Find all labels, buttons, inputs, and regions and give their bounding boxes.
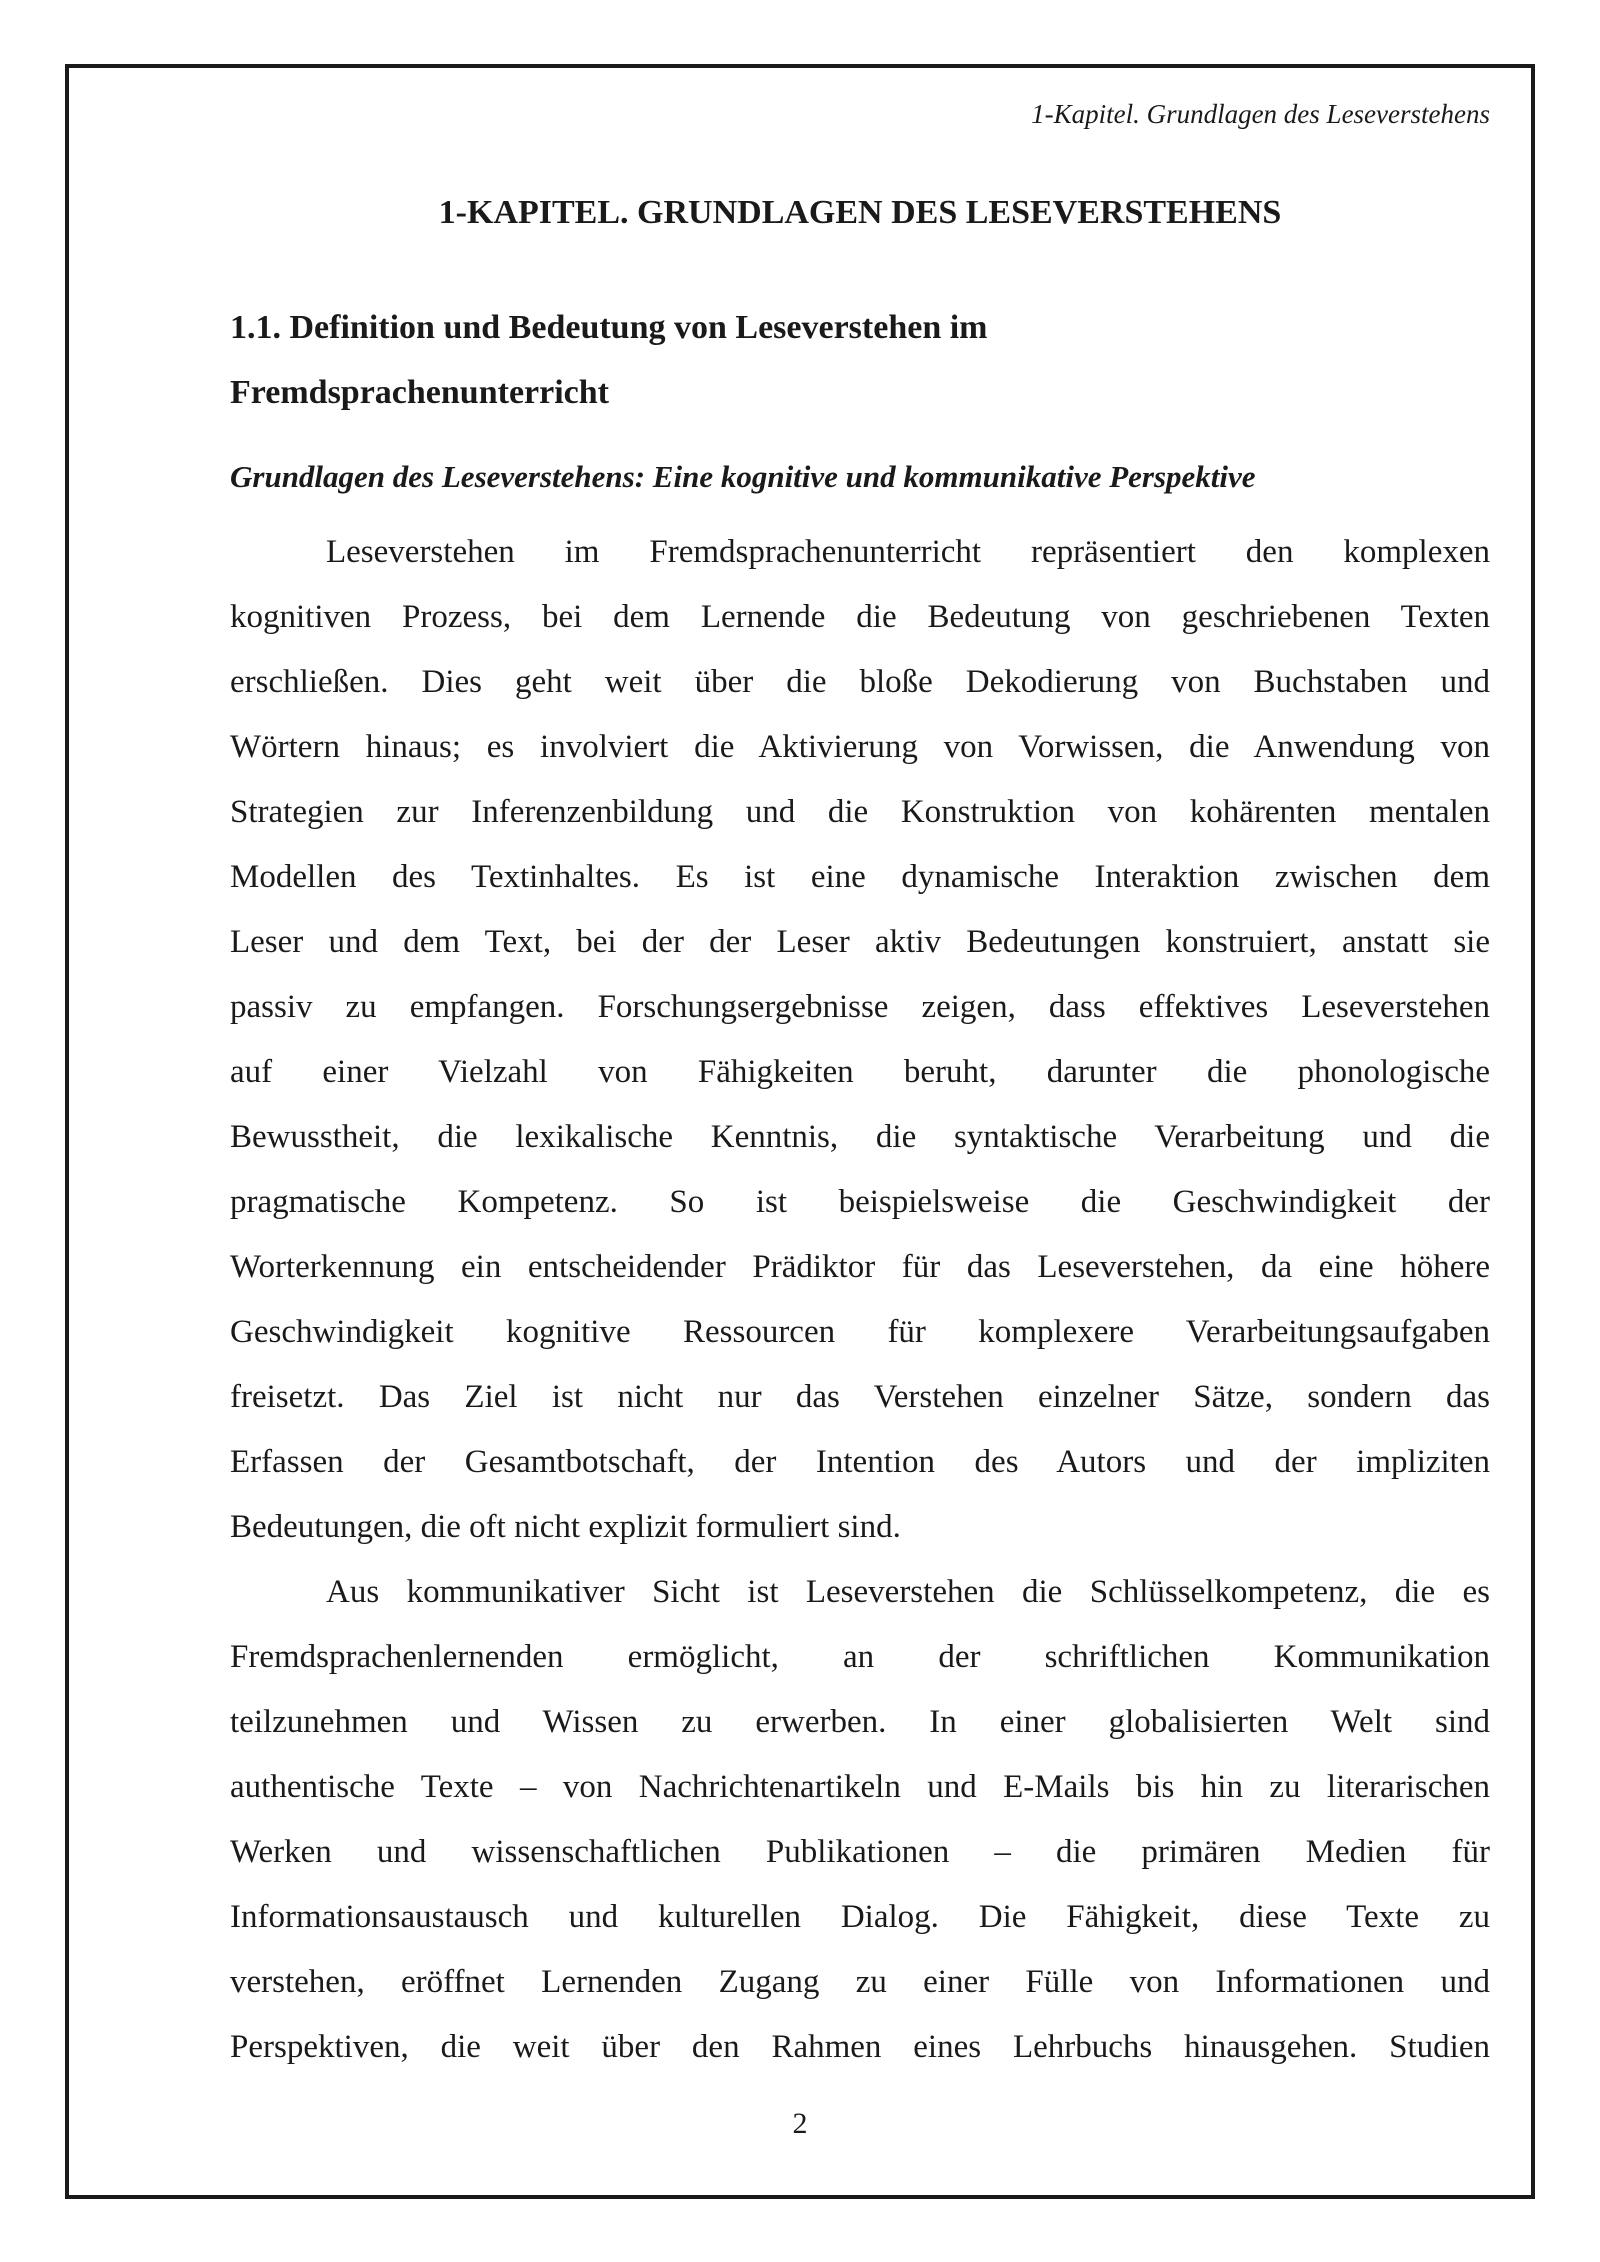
paragraph-line: Strategien zur Inferenzenbildung und die Konstruktion von kohärenten mentalen — [230, 794, 1490, 830]
paragraph-line: kognitiven Prozess, bei dem Lernende die Bedeutung von geschriebenen Texten — [230, 599, 1490, 635]
paragraph-line: Leseverstehen im Fremdsprachenunterricht repräsentiert den komplexen — [326, 534, 1490, 570]
subsection-title: Grundlagen des Leseverstehens: Eine kognitive und kommunikative Perspektive — [230, 459, 1256, 494]
paragraph-line: Erfassen der Gesamtbotschaft, der Intention des Autors und der impliziten — [230, 1444, 1490, 1480]
paragraph-line: Modellen des Textinhaltes. Es ist eine dynamische Interaktion zwischen dem — [230, 859, 1490, 895]
running-header: 1-Kapitel. Grundlagen des Leseverstehens — [1031, 99, 1490, 129]
paragraph-line: erschließen. Dies geht weit über die bloße Dekodierung von Buchstaben und — [230, 664, 1490, 700]
paragraph-line: auf einer Vielzahl von Fähigkeiten beruht, darunter die phonologische — [230, 1054, 1490, 1090]
paragraph-line: passiv zu empfangen. Forschungsergebnisse zeigen, dass effektives Leseverstehen — [230, 989, 1490, 1025]
section-title — [230, 295, 1230, 425]
chapter-title: 1-KAPITEL. GRUNDLAGEN DES LESEVERSTEHENS — [438, 194, 1282, 231]
paragraph-line: Perspektiven, die weit über den Rahmen eines Lehrbuchs hinausgehen. Studien — [230, 2029, 1490, 2065]
paragraph-line: Werken und wissenschaftlichen Publikationen – die primären Medien für — [230, 1834, 1490, 1870]
paragraph-line: Informationsaustausch und kulturellen Dialog. Die Fähigkeit, diese Texte zu — [230, 1899, 1490, 1935]
paragraph-line: freisetzt. Das Ziel ist nicht nur das Verstehen einzelner Sätze, sondern das — [230, 1379, 1490, 1415]
section-title-line-1: 1.1. Definition und Bedeutung von Leseverstehen im — [230, 309, 988, 346]
page-number: 2 — [792, 2107, 808, 2140]
paragraph-line: verstehen, eröffnet Lernenden Zugang zu einer Fülle von Informationen und — [230, 1964, 1490, 2000]
paragraph-line: Bedeutungen, die oft nicht explizit formuliert sind. — [230, 1509, 901, 1545]
paragraph-2 — [230, 1560, 1490, 2080]
paragraph-line: Bewusstheit, die lexikalische Kenntnis, die syntaktische Verarbeitung und die — [230, 1119, 1490, 1155]
paragraph-line: teilzunehmen und Wissen zu erwerben. In einer globalisierten Welt sind — [230, 1704, 1490, 1740]
paragraph-line: Fremdsprachenlernenden ermöglicht, an der schriftlichen Kommunikation — [230, 1639, 1490, 1675]
body-text — [230, 520, 1490, 2080]
paragraph-line: Leser und dem Text, bei der der Leser aktiv Bedeutungen konstruiert, anstatt sie — [230, 924, 1490, 960]
paragraph-line: Worterkennung ein entscheidender Prädiktor für das Leseverstehen, da eine höhere — [230, 1249, 1490, 1285]
paragraph-line: pragmatische Kompetenz. So ist beispielsweise die Geschwindigkeit der — [230, 1184, 1490, 1220]
section-title-line-2: Fremdsprachenunterricht — [230, 374, 609, 411]
paragraph-line: Wörtern hinaus; es involviert die Aktivierung von Vorwissen, die Anwendung von — [230, 729, 1490, 765]
paragraph-line: authentische Texte – von Nachrichtenartikeln und E-Mails bis hin zu literarischen — [230, 1769, 1490, 1805]
paragraph-line: Aus kommunikativer Sicht ist Leseverstehen die Schlüsselkompetenz, die es — [326, 1574, 1490, 1610]
paragraph-1 — [230, 520, 1490, 1560]
paragraph-line: Geschwindigkeit kognitive Ressourcen für komplexere Verarbeitungsaufgaben — [230, 1314, 1490, 1350]
